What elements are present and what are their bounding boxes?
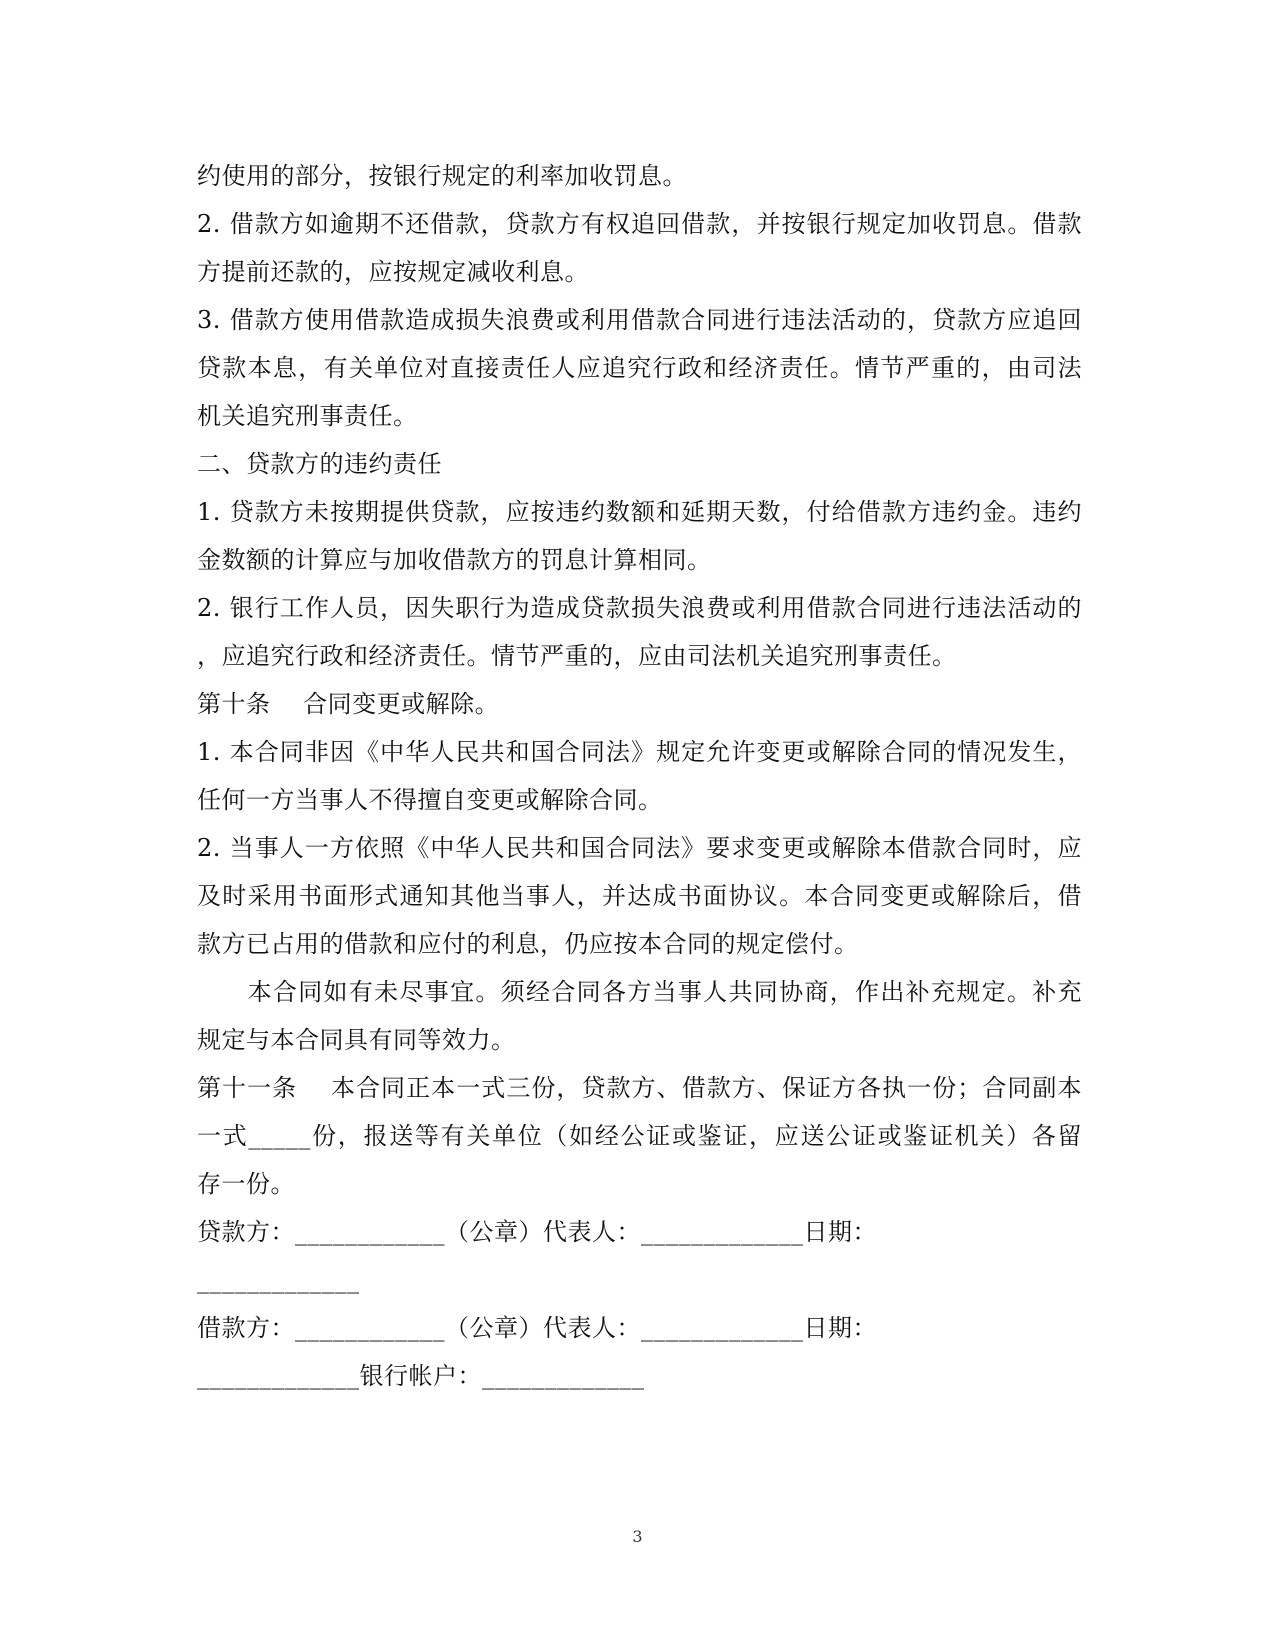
text-line: 2. 银行工作人员，因失职行为造成贷款损失浪费或利用借款合同进行违法活动的 <box>197 594 1082 622</box>
text-line: 3. 借款方使用借款造成损失浪费或利用借款合同进行违法活动的，贷款方应追回 <box>197 306 1082 334</box>
text-line: ，应追究行政和经济责任。情节严重的，应由司法机关追究刑事责任。 <box>197 642 957 670</box>
page-number: 3 <box>632 1527 643 1546</box>
text-line: 第十一条 本合同正本一式三份，贷款方、借款方、保证方各执一份；合同副本 <box>197 1074 1082 1102</box>
text-line: 二、贷款方的违约责任 <box>197 450 442 478</box>
text-line: _____________ <box>197 1266 360 1294</box>
text-line: 及时采用书面形式通知其他当事人，并达成书面协议。本合同变更或解除后，借 <box>197 882 1082 910</box>
text-line: 款方已占用的借款和应付的利息，仍应按本合同的规定偿付。 <box>197 930 859 958</box>
text-line: _____________银行帐户：_____________ <box>197 1362 645 1390</box>
text-line: 机关追究刑事责任。 <box>197 402 418 430</box>
text-line: 任何一方当事人不得擅自变更或解除合同。 <box>197 786 663 814</box>
text-line: 存一份。 <box>197 1170 295 1198</box>
text-line: 1. 贷款方未按期提供贷款，应按违约数额和延期天数，付给借款方违约金。违约 <box>197 498 1082 526</box>
text-line: 贷款方：____________（公章）代表人：_____________日期： <box>197 1218 877 1246</box>
text-line: 金数额的计算应与加收借款方的罚息计算相同。 <box>197 546 712 574</box>
text-line: 贷款本息，有关单位对直接责任人应追究行政和经济责任。情节严重的，由司法 <box>197 354 1082 382</box>
text-line: 借款方：____________（公章）代表人：_____________日期： <box>197 1314 877 1342</box>
text-line: 方提前还款的，应按规定减收利息。 <box>197 258 589 286</box>
text-line: 本合同如有未尽事宜。须经合同各方当事人共同协商，作出补充规定。补充 <box>197 978 1082 1006</box>
text-line: 约使用的部分，按银行规定的利率加收罚息。 <box>197 162 687 190</box>
document-body <box>197 152 1082 1400</box>
text-line: 一式_____份，报送等有关单位（如经公证或鉴证，应送公证或鉴证机关）各留 <box>197 1122 1082 1150</box>
text-line: 1. 本合同非因《中华人民共和国合同法》规定允许变更或解除合同的情况发生， <box>197 738 1082 766</box>
text-line: 2. 当事人一方依照《中华人民共和国合同法》要求变更或解除本借款合同时，应 <box>197 834 1082 862</box>
text-line: 第十条 合同变更或解除。 <box>197 690 500 718</box>
text-line: 2. 借款方如逾期不还借款，贷款方有权追回借款，并按银行规定加收罚息。借款 <box>197 210 1082 238</box>
text-line: 规定与本合同具有同等效力。 <box>197 1026 516 1054</box>
